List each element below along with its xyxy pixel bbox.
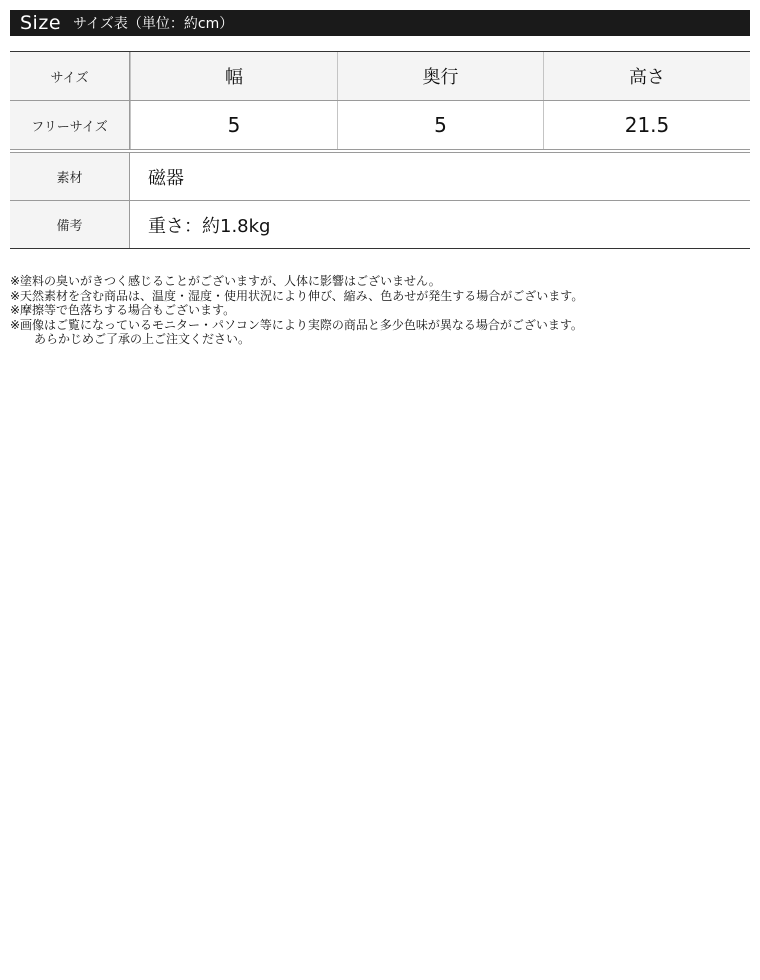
remarks-value: 重さ：約1.8kg (148, 215, 271, 237)
note-line: ※画像はご覧になっているモニター・パソコン等により実際の商品と多少色味が異なる場合がございます。 (10, 317, 583, 332)
material-value: 磁器 (148, 167, 184, 189)
material-label: 素材 (10, 153, 130, 200)
column-header-depth: 奥行 (337, 52, 543, 100)
depth-value: 5 (337, 101, 543, 149)
note-line: ※摩擦等で色落ちする場合もございます。 (10, 303, 236, 317)
size-row-label: フリーサイズ (10, 101, 130, 149)
size-table-subtitle: サイズ表（単位：約cm） (73, 16, 234, 32)
size-header-bar (10, 10, 750, 36)
remarks-row (10, 201, 750, 249)
size-heading: Size (20, 12, 62, 34)
notes-section (10, 274, 750, 347)
note-line: ※塗料の臭いがきつく感じることがございますが、人体に影響はございません。 (10, 274, 441, 288)
size-label-header: サイズ (10, 52, 130, 100)
note-line: あらかじめご了承の上ご注文ください。 (34, 332, 251, 346)
remarks-label: 備考 (10, 201, 130, 248)
material-row (10, 153, 750, 201)
note-line: ※天然素材を含む商品は、温度・湿度・使用状況により伸び、縮み、色あせが発生する場合がございます。 (10, 288, 584, 303)
column-header-width: 幅 (130, 52, 337, 100)
width-value: 5 (130, 101, 337, 149)
height-value: 21.5 (543, 101, 750, 149)
size-table-row (10, 101, 750, 150)
size-table (10, 51, 750, 249)
column-header-height: 高さ (543, 52, 750, 100)
size-table-header-row (10, 52, 750, 101)
